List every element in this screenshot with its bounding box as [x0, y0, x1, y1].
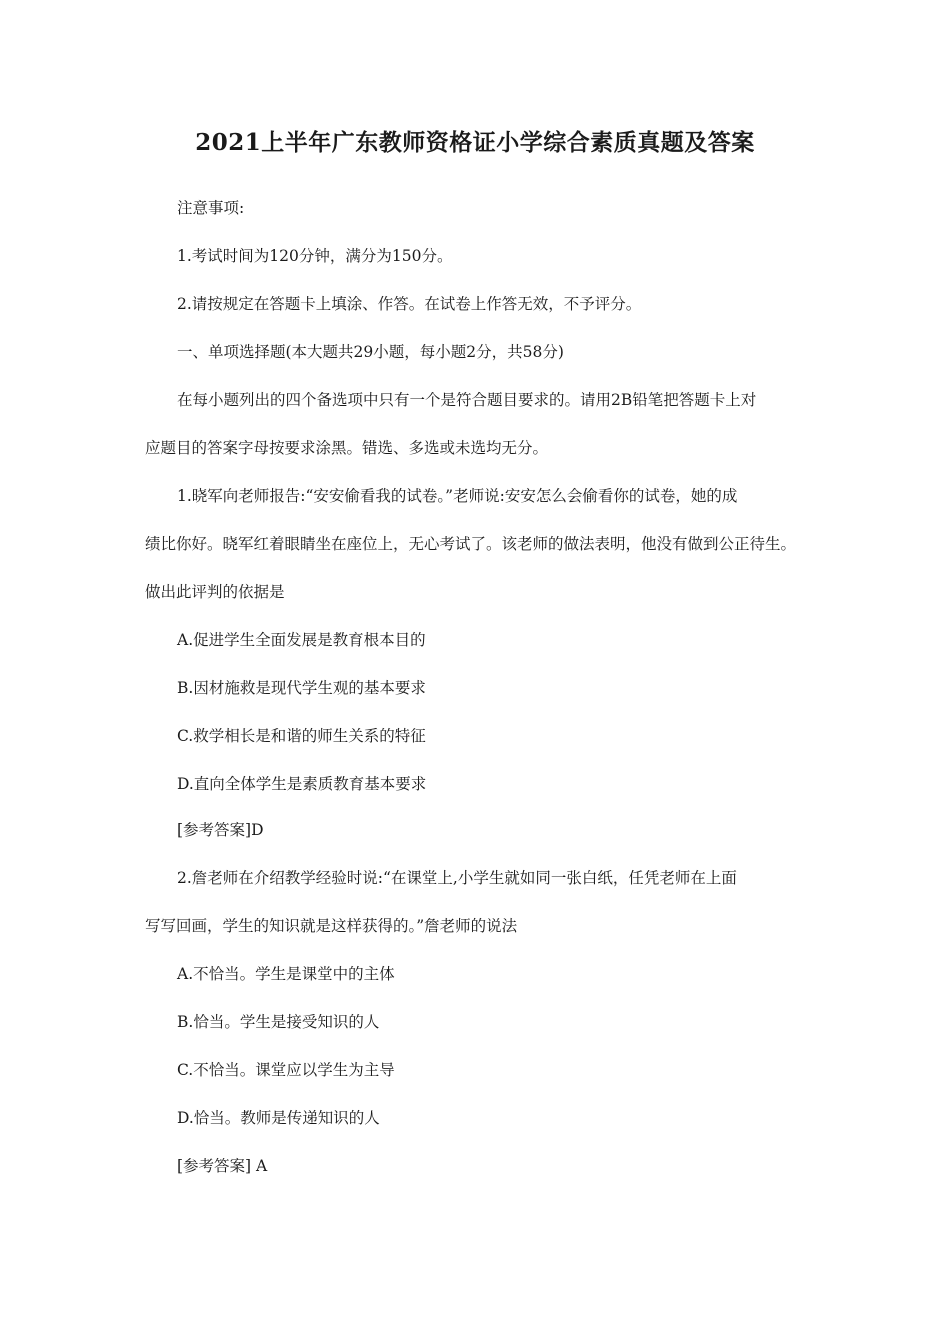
section-instructions: 在每小题列出的四个备选项中只有一个是符合题目要求的。请用2B铅笔把答题卡上对: [177, 391, 757, 409]
question-stem: 绩比你好。晓军红着眼睛坐在座位上，无心考试了。该老师的做法表明，他没有做到公正待生。: [145, 535, 797, 553]
section-heading: 一、单项选择题(本大题共29小题，每小题2分，共58分): [177, 343, 564, 361]
question-option: B.恰当。学生是接受知识的人: [177, 1013, 380, 1031]
question-stem: 1.晓军向老师报告:“安安偷看我的试卷。”老师说:安安怎么会偷看你的试卷，她的成: [177, 487, 738, 505]
question-stem: 2.詹老师在介绍教学经验时说:“在课堂上,小学生就如同一张白纸，任凭老师在上面: [177, 869, 737, 887]
section-instructions: 应题目的答案字母按要求涂黑。错选、多选或未选均无分。: [145, 439, 549, 457]
question-option: D.恰当。教师是传递知识的人: [177, 1109, 380, 1127]
notice-item: 1.考试时间为120分钟，满分为150分。: [177, 247, 453, 265]
reference-answer: [参考答案] A: [177, 1157, 268, 1175]
reference-answer: [参考答案]D: [177, 821, 264, 839]
question-option: A.不恰当。学生是课堂中的主体: [177, 965, 395, 983]
question-stem: 做出此评判的依据是: [145, 583, 285, 601]
question-option: C.不恰当。课堂应以学生为主导: [177, 1061, 395, 1079]
question-option: B.因材施救是现代学生观的基本要求: [177, 679, 426, 697]
question-option: D.直向全体学生是素质教育基本要求: [177, 775, 427, 793]
notice-item: 2.请按规定在答题卡上填涂、作答。在试卷上作答无效，不予评分。: [177, 295, 642, 313]
notice-heading: 注意事项:: [177, 199, 245, 217]
question-option: C.救学相长是和谐的师生关系的特征: [177, 727, 426, 745]
document-title: 2021上半年广东教师资格证小学综合素质真题及答案: [195, 129, 755, 156]
question-stem: 写写回画，学生的知识就是这样获得的。”詹老师的说法: [145, 917, 518, 935]
question-option: A.促进学生全面发展是教育根本目的: [177, 631, 426, 649]
